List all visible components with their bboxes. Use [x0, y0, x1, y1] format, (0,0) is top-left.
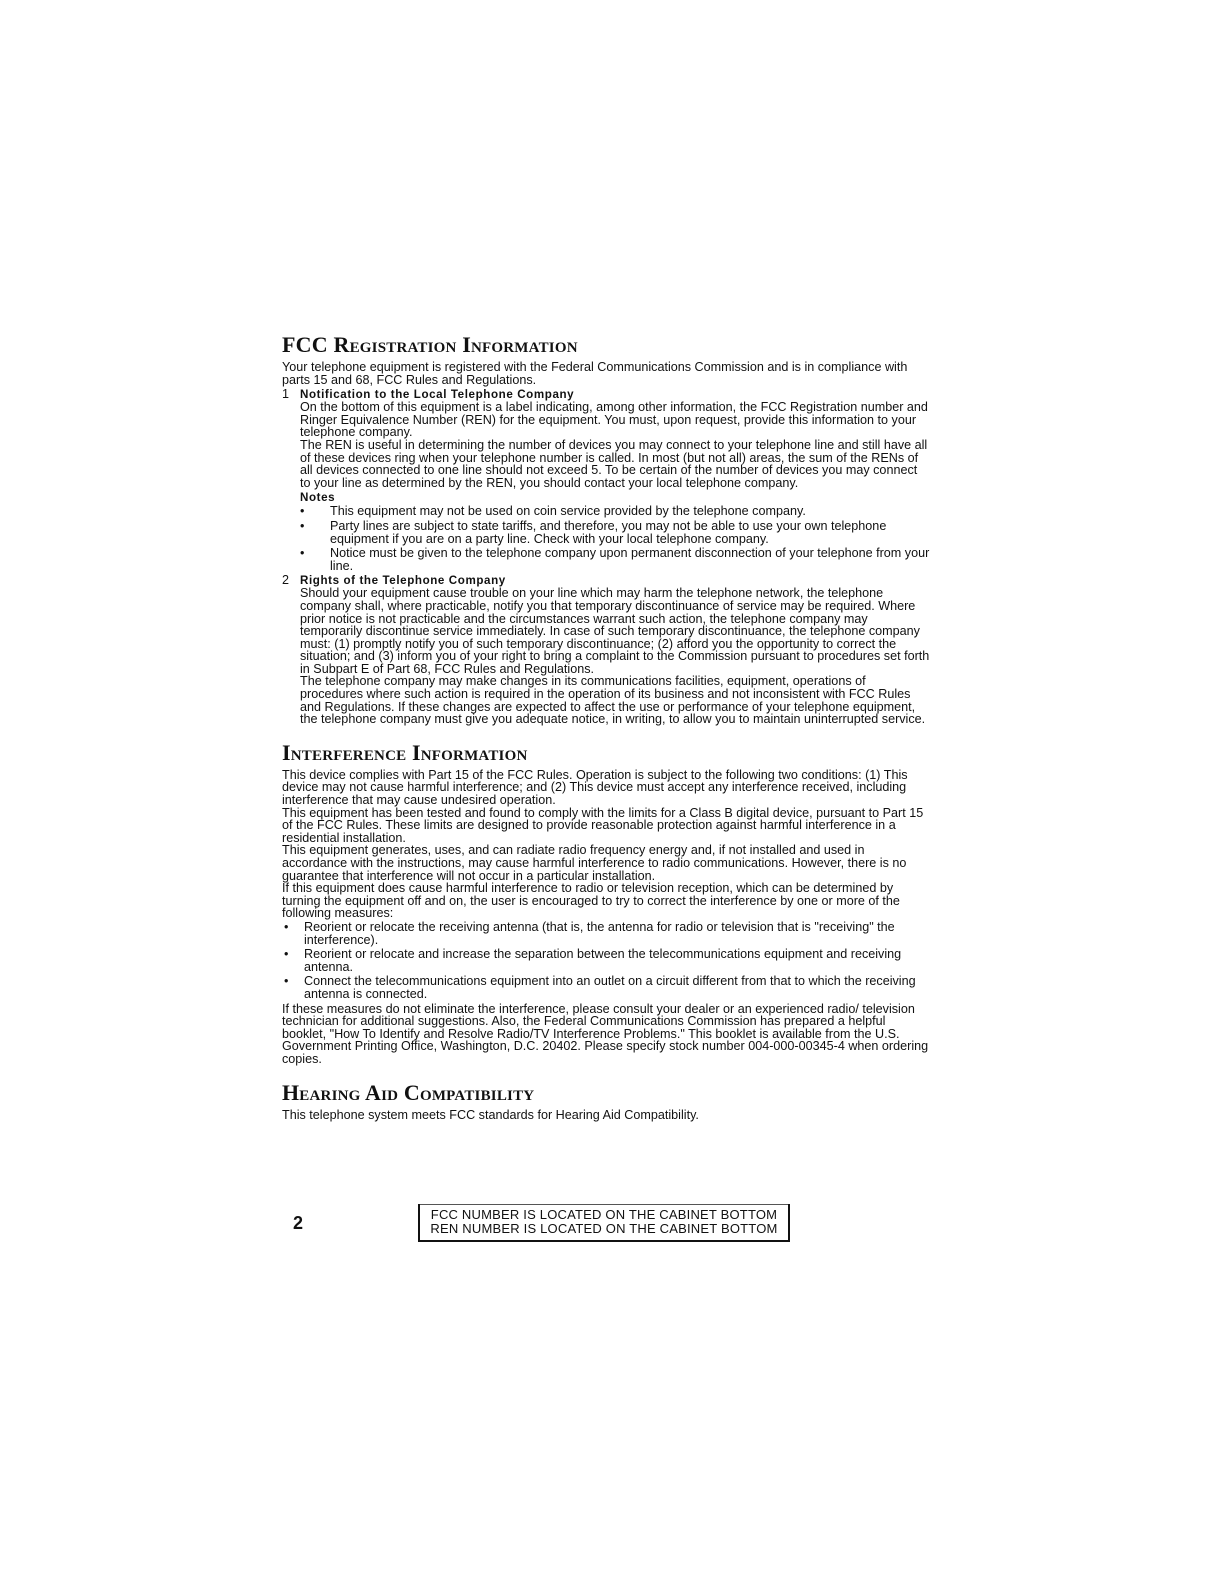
list-item [282, 921, 930, 946]
list-item [300, 520, 930, 545]
hearing-text: This telephone system meets FCC standards for Hearing Aid Compatibility. [282, 1107, 699, 1122]
measures-list [282, 921, 930, 1001]
ren-number-notice: REN NUMBER IS LOCATED ON THE CABINET BOTTOM [430, 1221, 778, 1236]
fcc-number-notice: FCC NUMBER IS LOCATED ON THE CABINET BOTTOM [430, 1207, 778, 1222]
bullet-icon: • [284, 947, 289, 962]
measure-text: Connect the telecommunications equipment into an outlet on a circuit different from that to which the receiving antenna is connected. [304, 974, 916, 1001]
interference-paragraph-1: This device complies with Part 15 of the FCC Rules. Operation is subject to the following two conditions: (1) This device may not cause harmful interference; and (2) This device must accept any interference received, including interference that may cause undesired operation. [282, 767, 908, 808]
note-text: Notice must be given to the telephone company upon permanent disconnection of your telephone from your line. [330, 546, 930, 573]
item-1-title: Notification to the Local Telephone Company [300, 388, 575, 402]
document-page [282, 332, 930, 1121]
list-item [282, 948, 930, 973]
item-1-paragraph-2: The REN is useful in determining the number of devices you may connect to your telephone line and still have all of these devices ring when your telephone number is called. In most (but not all) areas, the sum of the RENs of all devices connected to one line should not exceed 5. To be certain of the number of devices you may connect to your line as determined by the REN, you should contact your local telephone company. [300, 437, 928, 490]
interference-paragraph-4: If this equipment does cause harmful interference to radio or television reception, which can be determined by turning the equipment off and on, the user is encouraged to try to correct the interference by one or more of the following measures: [282, 881, 900, 921]
note-text: This equipment may not be used on coin service provided by the telephone company. [330, 504, 806, 519]
interference-paragraph-5: If these measures do not eliminate the interference, please consult your dealer or an experienced radio/ television technician for additional suggestions. Also, the Federal Communications Commission has prepared a helpful booklet, "How To Identify and Resolve Radio/TV Interference Problems." This booklet is available from the U.S. Government Printing Office, Washington, D.C. 20402. Please specify stock number 004-000-00345-4 when ordering copies. [282, 1001, 929, 1066]
interference-section-title: Interference Information [282, 739, 528, 765]
list-item [300, 547, 930, 572]
interference-paragraph-2: This equipment has been tested and found to comply with the limits for a Class B digital device, pursuant to Part 15 of the FCC Rules. These limits are designed to provide reasonable protection against harmful interference in a residential installation. [282, 805, 924, 845]
hearing-section-title: Hearing Aid Compatibility [282, 1079, 535, 1105]
notes-title: Notes [300, 491, 336, 505]
item-1-paragraph-1: On the bottom of this equipment is a label indicating, among other information, the FCC Registration number and Ringer Equivalence Number (REN) for the equipment. You must, upon request, provide this information to your telephone company. [300, 400, 928, 440]
fcc-intro: Your telephone equipment is registered with the Federal Communications Commission and is in compliance with parts 15 and 68, FCC Rules and Regulations. [282, 360, 908, 387]
measure-text: Reorient or relocate and increase the separation between the telecommunications equipment and receiving antenna. [304, 947, 902, 974]
bullet-icon: • [300, 504, 305, 519]
fcc-notice-box [418, 1204, 790, 1242]
bullet-icon: • [300, 518, 305, 533]
page-number: 2 [293, 1213, 304, 1233]
interference-paragraph-3: This equipment generates, uses, and can radiate radio frequency energy and, if not installed and used in accordance with the instructions, may cause harmful interference to radio communications. However, there is no guarantee that interference will not occur in a particular installation. [282, 843, 907, 883]
item-2-paragraph-2: The telephone company may make changes in its communications facilities, equipment, operations of procedures where such action is required in the operation of its business and not inconsistent with FCC Rules and Regulations. If these changes are expected to affect the use or performance of your telephone equipment, the telephone company must give you adequate notice, in writing, to allow you to maintain uninterrupted service. [300, 674, 926, 727]
measure-text: Reorient or relocate the receiving antenna (that is, the antenna for radio or television that is "receiving" the interference). [304, 919, 895, 947]
notes-list [282, 505, 930, 572]
fcc-section-title: FCC Registration Information [282, 332, 578, 357]
list-item [282, 975, 930, 1000]
fcc-item-1 [282, 388, 930, 572]
fcc-item-2 [282, 574, 930, 726]
item-2-paragraph-1: Should your equipment cause trouble on your line which may harm the telephone network, the telephone company shall, where practicable, notify you that temporary discontinuance of service may be required. Where prior notice is not practicable and the circumstances warrant such action, the telephone company may temporarily discontinue service immediately. In case of such temporary discontinuance, the telephone company must: (1) promptly notify you of such temporary discontinuance; (2) afford you the opportunity to correct the situation; and (3) inform you of your right to bring a complaint to the Commission pursuant to procedures set forth in Subpart E of Part 68, FCC Rules and Regulations. [300, 586, 930, 676]
note-text: Party lines are subject to state tariffs, and therefore, you may not be able to use your own telephone equipment if you are on a party line. Check with your local telephone company. [330, 518, 887, 546]
item-2-number: 2 [282, 573, 290, 588]
list-item [300, 505, 930, 518]
bullet-icon: • [300, 546, 305, 561]
bullet-icon: • [284, 919, 289, 934]
item-2-title: Rights of the Telephone Company [300, 574, 506, 588]
bullet-icon: • [284, 974, 289, 989]
item-1-number: 1 [282, 387, 290, 402]
